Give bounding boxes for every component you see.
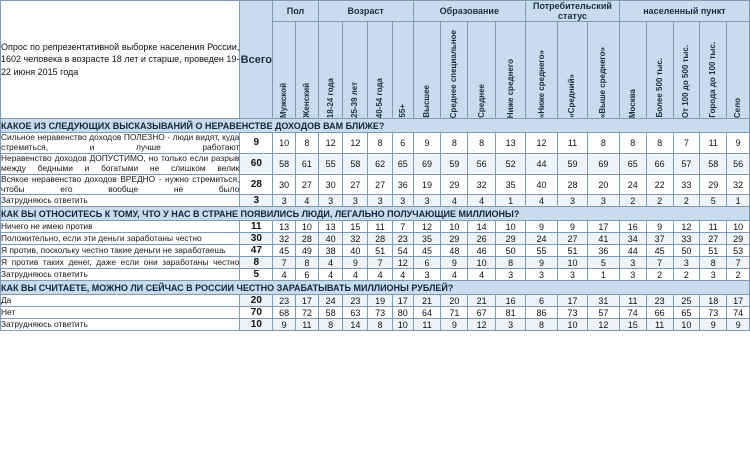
header-group-row	[1, 1, 750, 22]
column-header-100k-500k: От 100 до 500 тыс.	[673, 22, 700, 119]
cell: 54	[392, 245, 413, 257]
cell: 17	[727, 295, 750, 307]
cell: 8	[441, 133, 468, 154]
cell: 13	[318, 221, 343, 233]
table-row	[1, 307, 750, 319]
cell: 4	[441, 269, 468, 281]
cell: 63	[343, 307, 368, 319]
cell: 5	[587, 257, 619, 269]
cell: 29	[441, 174, 468, 195]
cell: 26	[468, 233, 496, 245]
cell: 53	[727, 245, 750, 257]
cell: 44	[526, 153, 558, 174]
cell: 2	[619, 195, 646, 207]
row-label: Затрудняюсь ответить	[1, 269, 240, 281]
section-title-row	[1, 119, 750, 133]
row-total: 28	[240, 174, 273, 195]
cell: 5	[700, 195, 727, 207]
row-total: 10	[240, 319, 273, 331]
cell: 8	[368, 133, 393, 154]
cell: 66	[646, 307, 673, 319]
cell: 15	[343, 221, 368, 233]
cell: 7	[273, 257, 296, 269]
cell: 3	[673, 257, 700, 269]
cell: 58	[318, 307, 343, 319]
cell: 7	[673, 133, 700, 154]
cell: 28	[368, 233, 393, 245]
cell: 40	[526, 174, 558, 195]
cell: 9	[526, 257, 558, 269]
cell: 9	[441, 319, 468, 331]
row-label: Сильное неравенство доходов ПОЛЕЗНО - люди видят, куда стремиться, и лучше работают	[1, 132, 240, 152]
cell: 62	[368, 153, 393, 174]
cell: 45	[646, 245, 673, 257]
cell: 32	[468, 174, 496, 195]
cell: 3	[558, 269, 588, 281]
cell: 6	[413, 257, 441, 269]
cell: 65	[392, 153, 413, 174]
table-row	[1, 245, 750, 257]
cell: 74	[727, 307, 750, 319]
cell: 1	[727, 195, 750, 207]
cell: 55	[526, 245, 558, 257]
column-header-female: Женский	[296, 22, 319, 119]
cell: 12	[413, 221, 441, 233]
cell: 10	[392, 319, 413, 331]
cell: 6	[526, 295, 558, 307]
cell: 27	[700, 233, 727, 245]
cell: 8	[587, 133, 619, 154]
cell: 4	[392, 269, 413, 281]
cell: 36	[392, 174, 413, 195]
row-total: 9	[240, 133, 273, 154]
cell: 7	[646, 257, 673, 269]
cell: 28	[558, 174, 588, 195]
cell: 9	[273, 319, 296, 331]
cell: 16	[496, 295, 526, 307]
cell: 69	[413, 153, 441, 174]
cell: 73	[558, 307, 588, 319]
cell: 8	[496, 257, 526, 269]
cell: 10	[273, 133, 296, 154]
cell: 64	[413, 307, 441, 319]
cell: 35	[413, 233, 441, 245]
cell: 71	[441, 307, 468, 319]
group-header-settlement: населенный пункт	[619, 1, 749, 22]
row-label: Я против, поскольку честно такие деньги не заработаешь	[1, 245, 240, 257]
cell: 10	[673, 319, 700, 331]
cell: 9	[646, 221, 673, 233]
cell: 4	[441, 195, 468, 207]
cell: 50	[496, 245, 526, 257]
cell: 19	[368, 295, 393, 307]
cell: 7	[392, 221, 413, 233]
cell: 21	[468, 295, 496, 307]
cell: 10	[496, 221, 526, 233]
cell: 81	[496, 307, 526, 319]
cell: 50	[673, 245, 700, 257]
cell: 3	[526, 269, 558, 281]
row-total: 60	[240, 153, 273, 174]
cell: 6	[392, 133, 413, 154]
cell: 9	[727, 133, 750, 154]
cell: 17	[296, 295, 319, 307]
cell: 21	[413, 295, 441, 307]
column-header-higher-education: Высшее	[413, 22, 441, 119]
cell: 4	[296, 195, 319, 207]
table-row	[1, 319, 750, 331]
cell: 72	[296, 307, 319, 319]
cell: 9	[343, 257, 368, 269]
cell: 2	[673, 195, 700, 207]
cell: 48	[441, 245, 468, 257]
cell: 3	[619, 257, 646, 269]
column-header-age-55plus: 55+	[392, 22, 413, 119]
cell: 23	[343, 295, 368, 307]
cell: 56	[727, 153, 750, 174]
cell: 4	[368, 269, 393, 281]
cell: 20	[587, 174, 619, 195]
cell: 30	[318, 174, 343, 195]
cell: 29	[496, 233, 526, 245]
group-header-gender: Пол	[273, 1, 318, 22]
column-header-age-25-39: 25-39 лет	[343, 22, 368, 119]
cell: 73	[700, 307, 727, 319]
cell: 41	[587, 233, 619, 245]
cell: 10	[727, 221, 750, 233]
cell: 11	[619, 295, 646, 307]
cell: 8	[646, 133, 673, 154]
column-header-status-average: «Средний»	[558, 22, 588, 119]
cell: 29	[700, 174, 727, 195]
cell: 23	[646, 295, 673, 307]
cell: 8	[296, 133, 319, 154]
cell: 17	[392, 295, 413, 307]
cell: 3	[496, 269, 526, 281]
cell: 58	[700, 153, 727, 174]
survey-description: Опрос по репрезентативной выборке населения России, 1602 человека в возрасте 18 лет и старше, проведен 19-22 июня 2015 года	[1, 1, 240, 119]
cell: 13	[273, 221, 296, 233]
table-row	[1, 233, 750, 245]
cell: 3	[392, 195, 413, 207]
cell: 68	[273, 307, 296, 319]
cell: 4	[526, 195, 558, 207]
cell: 12	[468, 319, 496, 331]
row-total: 5	[240, 269, 273, 281]
cell: 24	[318, 295, 343, 307]
cell: 46	[468, 245, 496, 257]
row-total: 47	[240, 245, 273, 257]
cell: 3	[368, 195, 393, 207]
cell: 29	[727, 233, 750, 245]
cell: 2	[646, 195, 673, 207]
cell: 35	[496, 174, 526, 195]
cell: 44	[619, 245, 646, 257]
cell: 4	[273, 269, 296, 281]
cell: 17	[558, 295, 588, 307]
cell: 45	[273, 245, 296, 257]
cell: 27	[558, 233, 588, 245]
row-label: Да	[1, 295, 240, 307]
cell: 3	[619, 269, 646, 281]
row-label: Затрудняюсь ответить	[1, 319, 240, 331]
cell: 11	[413, 319, 441, 331]
cell: 9	[526, 221, 558, 233]
cell: 9	[558, 221, 588, 233]
cell: 6	[296, 269, 319, 281]
cell: 11	[700, 221, 727, 233]
cell: 3	[496, 319, 526, 331]
table-row	[1, 269, 750, 281]
cell: 11	[558, 133, 588, 154]
cell: 73	[368, 307, 393, 319]
column-header-over-500k: Более 500 тыс.	[646, 22, 673, 119]
section-title-1: КАКОЕ ИЗ СЛЕДУЮЩИХ ВЫСКАЗЫВАНИЙ О НЕРАВЕНСТВЕ ДОХОДОВ ВАМ БЛИЖЕ?	[1, 119, 750, 133]
cell: 11	[700, 133, 727, 154]
cell: 16	[619, 221, 646, 233]
cell: 58	[273, 153, 296, 174]
cell: 23	[392, 233, 413, 245]
cell: 57	[587, 307, 619, 319]
cell: 86	[526, 307, 558, 319]
cell: 3	[413, 269, 441, 281]
section-title-3: КАК ВЫ СЧИТАЕТЕ, МОЖНО ЛИ СЕЙЧАС В РОССИИ ЧЕСТНО ЗАРАБАТЫВАТЬ МИЛЛИОНЫ РУБЛЕЙ?	[1, 281, 750, 295]
row-total: 20	[240, 295, 273, 307]
cell: 10	[468, 257, 496, 269]
cell: 65	[673, 307, 700, 319]
cell: 2	[673, 269, 700, 281]
cell: 14	[468, 221, 496, 233]
column-header-below-secondary: Ниже среднего	[496, 22, 526, 119]
cell: 59	[441, 153, 468, 174]
cell: 38	[318, 245, 343, 257]
cell: 12	[392, 257, 413, 269]
cell: 23	[273, 295, 296, 307]
cell: 37	[646, 233, 673, 245]
cell: 8	[368, 319, 393, 331]
group-header-age: Возраст	[318, 1, 413, 22]
cell: 4	[343, 269, 368, 281]
cell: 4	[318, 269, 343, 281]
cell: 12	[673, 221, 700, 233]
cell: 74	[619, 307, 646, 319]
cell: 51	[368, 245, 393, 257]
cell: 32	[727, 174, 750, 195]
column-header-secondary: Среднее	[468, 22, 496, 119]
cell: 8	[318, 319, 343, 331]
table-row	[1, 221, 750, 233]
column-header-male: Мужской	[273, 22, 296, 119]
cell: 9	[441, 257, 468, 269]
cell: 11	[368, 221, 393, 233]
cell: 30	[273, 174, 296, 195]
cell: 9	[700, 319, 727, 331]
column-header-age-18-24: 18-24 года	[318, 22, 343, 119]
table-row	[1, 295, 750, 307]
cell: 10	[296, 221, 319, 233]
column-header-status-below-average: «Ниже среднего»	[526, 22, 558, 119]
row-total: 8	[240, 257, 273, 269]
cell: 80	[392, 307, 413, 319]
cell: 55	[318, 153, 343, 174]
cell: 33	[673, 233, 700, 245]
cell: 12	[526, 133, 558, 154]
cell: 3	[700, 269, 727, 281]
cell: 18	[700, 295, 727, 307]
cell: 9	[727, 319, 750, 331]
row-label: Нет	[1, 307, 240, 319]
cell: 25	[673, 295, 700, 307]
cell: 8	[526, 319, 558, 331]
row-label: Ничего не имею против	[1, 221, 240, 233]
column-header-village: Село	[727, 22, 750, 119]
table-row	[1, 133, 750, 154]
cell: 59	[558, 153, 588, 174]
cell: 61	[296, 153, 319, 174]
cell: 11	[646, 319, 673, 331]
cell: 12	[318, 133, 343, 154]
cell: 24	[619, 174, 646, 195]
cell: 28	[296, 233, 319, 245]
column-total-header: Всего	[240, 1, 273, 119]
cell: 32	[343, 233, 368, 245]
cell: 27	[343, 174, 368, 195]
cell: 17	[587, 221, 619, 233]
cell: 31	[587, 295, 619, 307]
table-row	[1, 257, 750, 269]
cell: 69	[587, 153, 619, 174]
cell: 1	[496, 195, 526, 207]
cell: 27	[296, 174, 319, 195]
cell: 15	[619, 319, 646, 331]
cell: 27	[368, 174, 393, 195]
cell: 24	[526, 233, 558, 245]
cell: 10	[558, 319, 588, 331]
cell: 22	[646, 174, 673, 195]
cell: 66	[646, 153, 673, 174]
cell: 14	[343, 319, 368, 331]
row-label: Неравенство доходов ДОПУСТИМО, но только если разрыв между бедными и богатыми не слишком велик	[1, 152, 240, 173]
column-header-under-100k: Города до 100 тыс.	[700, 22, 727, 119]
cell: 40	[343, 245, 368, 257]
cell: 58	[343, 153, 368, 174]
cell: 52	[496, 153, 526, 174]
row-label: Всякое неравенство доходов ВРЕДНО - нужно стремиться, чтобы его вообще не было	[1, 173, 240, 194]
cell: 32	[273, 233, 296, 245]
cell: 51	[558, 245, 588, 257]
cell: 2	[646, 269, 673, 281]
row-label: Я против таких денег, даже если они заработаны честно	[1, 256, 240, 267]
table-row	[1, 174, 750, 195]
cell: 51	[700, 245, 727, 257]
cell: 11	[296, 319, 319, 331]
cell: 57	[673, 153, 700, 174]
cell: 3	[413, 195, 441, 207]
cell: 40	[318, 233, 343, 245]
cell: 12	[587, 319, 619, 331]
cell: 1	[587, 269, 619, 281]
cell: 3	[587, 195, 619, 207]
cell: 4	[468, 195, 496, 207]
cell: 8	[619, 133, 646, 154]
cell: 56	[468, 153, 496, 174]
cell: 3	[558, 195, 588, 207]
cell: 34	[619, 233, 646, 245]
cell: 3	[343, 195, 368, 207]
cell: 7	[727, 257, 750, 269]
row-total: 30	[240, 233, 273, 245]
table-row	[1, 153, 750, 174]
row-total: 3	[240, 195, 273, 207]
cell: 20	[441, 295, 468, 307]
row-total: 70	[240, 307, 273, 319]
cell: 10	[558, 257, 588, 269]
cell: 8	[700, 257, 727, 269]
column-header-age-40-54: 40-54 года	[368, 22, 393, 119]
cell: 2	[727, 269, 750, 281]
section-title-row	[1, 281, 750, 295]
cell: 49	[296, 245, 319, 257]
group-header-education: Образование	[413, 1, 525, 22]
group-header-consumer-status: Потребительский статус	[526, 1, 620, 22]
cell: 13	[496, 133, 526, 154]
cell: 33	[673, 174, 700, 195]
column-header-secondary-special: Среднее специальное	[441, 22, 468, 119]
section-title-row	[1, 207, 750, 221]
row-label: Положительно, если эти деньги заработаны честно	[1, 233, 240, 245]
cell: 7	[368, 257, 393, 269]
cell: 8	[468, 133, 496, 154]
cell: 67	[468, 307, 496, 319]
cell: 4	[468, 269, 496, 281]
cell: 29	[441, 233, 468, 245]
cell: 45	[413, 245, 441, 257]
cell: 19	[413, 174, 441, 195]
cell: 10	[441, 221, 468, 233]
cell: 9	[413, 133, 441, 154]
table-row	[1, 195, 750, 207]
cell: 36	[587, 245, 619, 257]
cell: 3	[273, 195, 296, 207]
cell: 3	[318, 195, 343, 207]
cell: 65	[619, 153, 646, 174]
section-title-2: КАК ВЫ ОТНОСИТЕСЬ К ТОМУ, ЧТО У НАС В СТРАНЕ ПОЯВИЛИСЬ ЛЮДИ, ЛЕГАЛЬНО ПОЛУЧАЮЩИЕ МИЛЛИОНЫ?	[1, 207, 750, 221]
row-total: 11	[240, 221, 273, 233]
cell: 4	[318, 257, 343, 269]
column-header-status-above-average: «Выше среднего»	[587, 22, 619, 119]
row-label: Затрудняюсь ответить	[1, 195, 240, 207]
cell: 12	[343, 133, 368, 154]
cell: 8	[296, 257, 319, 269]
column-header-moscow: Москва	[619, 22, 646, 119]
